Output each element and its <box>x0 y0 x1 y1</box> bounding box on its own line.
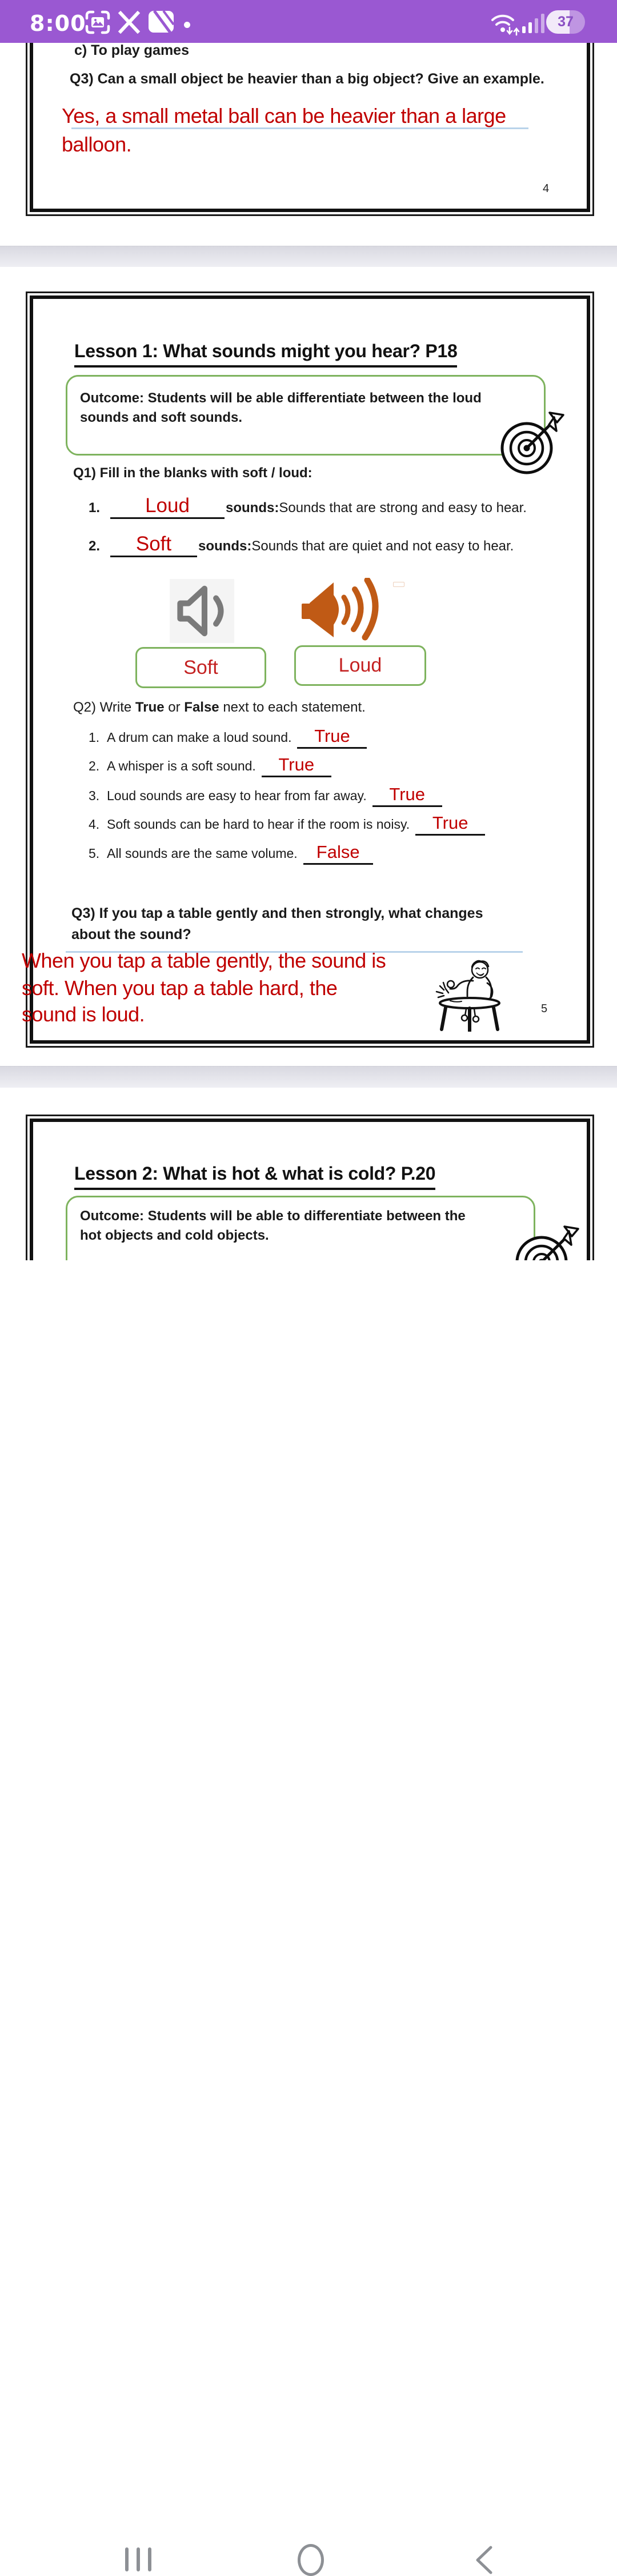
back-icon[interactable] <box>474 2545 494 2575</box>
fill-blank-answer: Soft <box>110 534 197 557</box>
worksheet-page-4[interactable] <box>0 43 617 246</box>
signal-strength-icon <box>522 14 544 33</box>
q2-item-1 <box>89 727 367 749</box>
blank-label: sounds: <box>198 538 252 554</box>
item-text: Sounds that are strong and easy to hear. <box>279 500 527 516</box>
wifi-icon <box>489 11 522 37</box>
fill-blank-answer: Loud <box>110 496 225 519</box>
q2-heading <box>73 701 366 714</box>
q2-heading-or: or <box>164 700 185 715</box>
boy-tapping-table-drawing <box>433 957 510 1032</box>
statement-text: A whisper is a soft sound. <box>107 758 256 773</box>
true-false-answer: True <box>415 814 485 836</box>
screenshot-icon <box>85 9 111 35</box>
loud-speaker-image <box>302 578 387 643</box>
status-time: 8:00 <box>30 11 86 36</box>
statement-text: Soft sounds can be hard to hear if the room is noisy. <box>107 817 410 832</box>
android-nav-bar <box>0 1260 617 1337</box>
lesson2-title: Lesson 2: What is hot & what is cold? P.20 <box>74 1164 435 1190</box>
q3-line2: about the sound? <box>71 926 191 942</box>
q3-answer-line2: soft. When you tap a table hard, the <box>22 976 338 1000</box>
loud-label-box <box>294 645 426 686</box>
item-number: 2. <box>89 538 101 554</box>
option-c-text: c) To play games <box>74 43 189 58</box>
item-number: 4. <box>89 817 100 832</box>
item-number: 1. <box>89 500 101 516</box>
q1-heading: Q1) Fill in the blanks with soft / loud: <box>73 465 312 481</box>
page-number: 4 <box>543 182 550 195</box>
true-false-answer: False <box>303 843 373 865</box>
outcome-box <box>66 375 546 456</box>
battery-percent: 37 <box>558 14 574 30</box>
lesson1-title: Lesson 1: What sounds might you hear? P18 <box>74 341 457 368</box>
status-bar <box>0 0 617 43</box>
home-icon[interactable] <box>298 2544 324 2576</box>
soft-label: Soft <box>183 656 218 678</box>
soft-label-box <box>135 647 266 688</box>
q1-item-2 <box>89 534 514 557</box>
worksheet-page-5[interactable] <box>0 267 617 1066</box>
q3-answer-line3: sound is loud. <box>22 1003 145 1026</box>
item-text: Sounds that are quiet and not easy to hear. <box>251 538 514 554</box>
answer-underline <box>71 127 528 129</box>
q1-item-1 <box>89 496 527 519</box>
mail-icon <box>147 9 175 34</box>
page4-answer-line2: balloon. <box>62 133 132 156</box>
q3-line1: Q3) If you tap a table gently and then strongly, what changes <box>71 905 483 921</box>
true-false-answer: True <box>262 756 331 777</box>
blank-label: sounds: <box>226 500 279 516</box>
outcome-box <box>66 1196 535 1260</box>
target-dart-icon <box>513 1221 582 1260</box>
q2-item-5 <box>89 843 373 865</box>
page-gap <box>0 1066 617 1088</box>
statement-text: All sounds are the same volume. <box>107 846 298 861</box>
loud-label: Loud <box>338 654 382 676</box>
q2-heading-prefix: Q2) Write <box>73 700 135 715</box>
page-border <box>26 43 594 216</box>
q3-answer-line1: When you tap a table gently, the sound is <box>22 949 386 972</box>
outcome-line1: Outcome: Students will be able to differentiate between the <box>80 1208 466 1224</box>
outcome-line1: Outcome: Students will be able differentiate between the loud <box>80 390 482 406</box>
q2-heading-suffix: next to each statement. <box>219 700 366 715</box>
q2-heading-false: False <box>184 700 219 715</box>
notification-dot <box>184 22 190 28</box>
item-number: 5. <box>89 846 100 861</box>
watermark-mark <box>393 582 404 587</box>
page4-question: Q3) Can a small object be heavier than a big object? Give an example. <box>70 71 544 87</box>
item-number: 1. <box>89 730 100 745</box>
item-number: 2. <box>89 758 100 773</box>
outcome-line2: hot objects and cold objects. <box>80 1228 269 1243</box>
q2-item-3 <box>89 785 442 807</box>
item-number: 3. <box>89 788 100 803</box>
soft-speaker-image <box>170 579 234 643</box>
statement-text: A drum can make a loud sound. <box>107 730 292 745</box>
x-logo-icon <box>118 11 141 34</box>
true-false-answer: True <box>297 727 367 749</box>
recents-icon[interactable] <box>125 2547 151 2571</box>
outcome-line2: sounds and soft sounds. <box>80 410 243 425</box>
page4-answer-line1: Yes, a small metal ball can be heavier than a large <box>62 104 506 127</box>
battery-indicator <box>546 10 585 34</box>
page-number: 5 <box>541 1003 548 1015</box>
statement-text: Loud sounds are easy to hear from far away. <box>107 788 367 803</box>
page-gap <box>0 246 617 267</box>
q2-item-2 <box>89 756 331 777</box>
q2-heading-true: True <box>135 700 165 715</box>
true-false-answer: True <box>372 785 442 807</box>
q2-item-4 <box>89 814 485 836</box>
target-dart-icon <box>498 407 567 476</box>
worksheet-page-6[interactable] <box>0 1088 617 1260</box>
